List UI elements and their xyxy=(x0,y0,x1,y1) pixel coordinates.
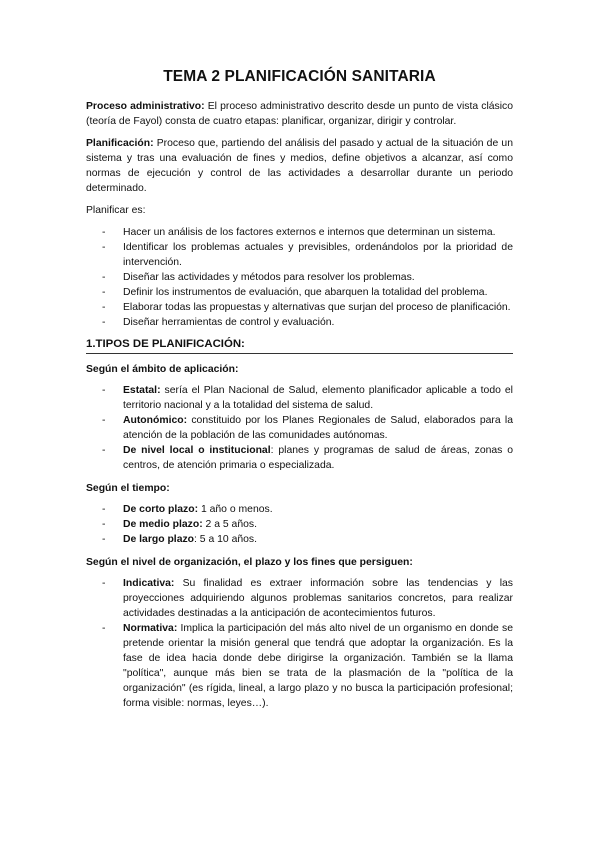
item-label: Normativa: xyxy=(123,623,178,634)
item-label: De largo plazo xyxy=(123,534,195,545)
item-label: De medio plazo: xyxy=(123,519,203,530)
item-label: De corto plazo: xyxy=(123,504,199,515)
list-item xyxy=(86,532,513,547)
list-item: - Identificar los problemas actuales y previsibles, ordenándolos por la prioridad de intervención. xyxy=(86,240,513,270)
item-label: Indicativa: xyxy=(123,578,175,589)
subheading-ambito: Según el ámbito de aplicación: xyxy=(86,364,239,375)
item-text: constituido por los Planes Regionales de Salud, elaborados para la atención de la población de las comunidades autónomas. xyxy=(123,415,513,441)
definition-proceso-administrativo: El proceso administrativo descrito desde un punto de vista clásico (teoría de Fayol) consta de cuatro etapas: planificar, organizar, dirigir y controlar. xyxy=(86,101,514,127)
paragraph-proceso-administrativo xyxy=(86,99,513,129)
list-item: - Diseñar herramientas de control y evaluación. xyxy=(86,315,513,330)
list-item: - Diseñar las actividades y métodos para resolver los problemas. xyxy=(86,270,513,285)
item-text: 2 a 5 años. xyxy=(202,519,257,530)
list-item xyxy=(86,413,513,443)
ambito-list xyxy=(86,383,513,473)
list-item xyxy=(86,383,513,413)
planificar-intro: Planificar es: xyxy=(86,205,146,216)
item-text: sería el Plan Nacional de Salud, elemento planificador aplicable a todo el territorio nacional y a la totalidad del sistema de salud. xyxy=(123,385,513,411)
item-text: 1 año o menos. xyxy=(198,504,273,515)
item-label: Autonómico: xyxy=(123,415,188,426)
paragraph-planificacion xyxy=(86,136,513,196)
document-title: TEMA 2 PLANIFICACIÓN SANITARIA xyxy=(163,68,436,85)
section-heading-tipos: 1.TIPOS DE PLANIFICACIÓN: xyxy=(86,338,513,354)
list-item: - Hacer un análisis de los factores externos e internos que determinan un sistema. xyxy=(86,225,513,240)
list-item xyxy=(86,621,513,711)
item-label: Estatal: xyxy=(123,385,161,396)
item-text: : planes y programas de salud de áreas, zonas o centros, de atención primaria o especializada. xyxy=(123,445,514,471)
definition-planificacion: Proceso que, partiendo del análisis del pasado y actual de la situación de un sistema y tras una evaluación de fines y medios, define objetivos a alcanzar, así como normas de ejecución y control de las actividades a desarrollar durante un periodo determinado. xyxy=(86,138,513,194)
item-text: : 5 a 10 años. xyxy=(194,534,257,545)
term-planificacion: Planificación: xyxy=(86,138,154,149)
term-proceso-administrativo: Proceso administrativo: xyxy=(86,101,205,112)
organizacion-list xyxy=(86,576,513,711)
list-item: - Elaborar todas las propuestas y alternativas que surjan del proceso de planificación. xyxy=(86,300,513,315)
list-item xyxy=(86,443,513,473)
item-text: Implica la participación del más alto nivel de un organismo en donde se pretende orientar la misión general que tendrá que adoptar la organización. Es la fase de idea hacia donde debe dirigirse la organización. También se la llama "política", aunque más bien se trata de la plasmación de la "política de la organización" (es rígida, lineal, a largo plazo y no busca la participación profesional; forma visible: normas, leyes…). xyxy=(123,623,513,709)
list-item xyxy=(86,517,513,532)
list-item: - Definir los instrumentos de evaluación, que abarquen la totalidad del problema. xyxy=(86,285,513,300)
item-text: Su finalidad es extraer información sobre las tendencias y las proyecciones adquiriendo algunos problemas sanitarios concretos, para realizar actividades destinadas a la anticipación de acontecimientos futuros. xyxy=(123,578,513,619)
tiempo-list xyxy=(86,502,513,547)
subheading-tiempo: Según el tiempo: xyxy=(86,483,170,494)
item-label: De nivel local o institucional xyxy=(123,445,271,456)
list-item xyxy=(86,502,513,517)
planificar-list xyxy=(86,225,513,330)
subheading-organizacion: Según el nivel de organización, el plazo y los fines que persiguen: xyxy=(86,557,413,568)
list-item xyxy=(86,576,513,621)
